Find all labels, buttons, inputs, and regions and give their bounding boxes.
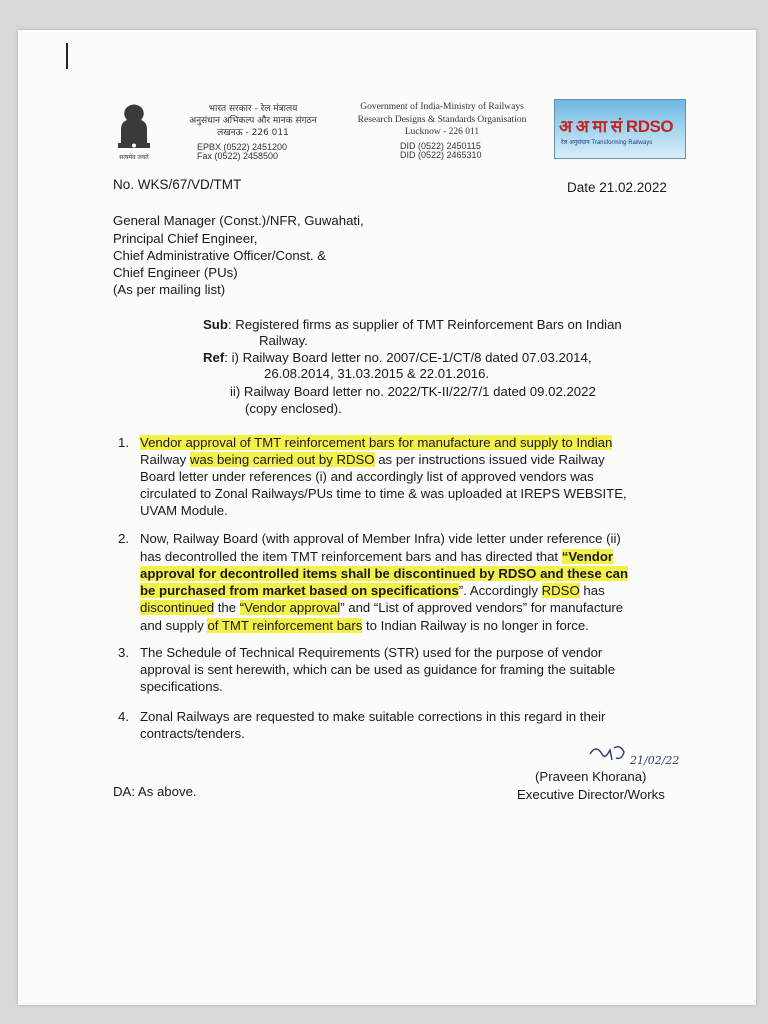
hindi-line: अनुसंधान अभिकल्प और मानक संगठन <box>189 116 317 126</box>
paragraph-line: specifications. <box>140 679 223 694</box>
text-run: to Indian Railway is no longer in force. <box>362 618 589 633</box>
text-run: ”. Accordingly <box>458 583 542 598</box>
rdso-logo <box>554 99 686 159</box>
logo-tagline: रेल अनुसंधान Transforming Railways <box>561 140 653 146</box>
text-run: the <box>214 600 240 615</box>
highlighted-text: and these can <box>536 566 629 581</box>
paragraph-line: approval is sent herewith, which can be used as guidance for framing the suitable <box>140 662 616 677</box>
paragraph-line <box>140 566 628 581</box>
phone-numbers-left <box>197 143 287 161</box>
national-emblem-icon <box>112 102 156 164</box>
highlighted-text: of TMT reinforcement bars <box>207 618 363 633</box>
svg-text:21/02/22: 21/02/22 <box>630 754 680 767</box>
paragraph-line: circulated to Zonal Railways/PUs time to time & was uploaded at IREPS WEBSITE, <box>140 486 627 501</box>
highlighted-text: be purchased from market based on specifications <box>140 583 459 598</box>
addressee-line: Principal Chief Engineer, <box>113 231 258 246</box>
english-line: Research Designs & Standards Organisation <box>357 114 527 125</box>
paragraph-number: 1. <box>118 435 129 450</box>
highlighted-text: Vendor approval of TMT reinforcement bars for manufacture and supply to Indian <box>140 435 613 450</box>
hindi-letterhead <box>168 103 338 139</box>
handwritten-signature <box>586 740 706 772</box>
paragraph-number: 3. <box>118 645 129 660</box>
paragraph-line <box>140 618 589 633</box>
subject-label: Sub <box>203 317 228 332</box>
english-line: Lucknow - 226 011 <box>404 127 480 137</box>
paragraph-line: The Schedule of Technical Requirements (STR) used for the purpose of vendor <box>140 645 603 660</box>
paragraph-number: 4. <box>118 709 129 724</box>
paragraph-line <box>140 549 613 564</box>
paragraph-line: Zonal Railways are requested to make suitable corrections in this regard in their <box>140 709 606 724</box>
highlighted-text: discontinued <box>140 600 215 615</box>
emblem-caption: सत्यमेव जयते <box>119 154 149 161</box>
paragraph-line: contracts/tenders. <box>140 726 245 741</box>
hindi-line: लखनऊ - 226 011 <box>217 128 289 138</box>
margin-mark <box>66 43 68 69</box>
highlighted-text: “Vendor <box>561 549 614 564</box>
highlighted-text: RDSO <box>541 583 580 598</box>
enclosure-note: DA: As above. <box>113 784 197 799</box>
reference-line <box>203 350 592 365</box>
reference-line: ii) Railway Board letter no. 2022/TK-II/22/7/1 dated 09.02.2022 <box>230 384 596 399</box>
highlighted-text: was being carried out by RDSO <box>189 452 375 467</box>
epbx-number: EPBX (0522) 2451200 <box>197 142 288 152</box>
paragraph-line: UVAM Module. <box>140 503 228 518</box>
highlighted-text: “Vendor approval <box>239 600 341 615</box>
addressee-line: Chief Engineer (PUs) <box>113 265 238 280</box>
fax-number: Fax (0522) 2458500 <box>197 151 279 161</box>
paragraph-number: 2. <box>118 531 129 546</box>
paragraph-line: Now, Railway Board (with approval of Member Infra) vide letter under reference (ii) <box>140 531 621 546</box>
english-line: Government of India-Ministry of Railways <box>360 102 524 112</box>
text-run: has decontrolled the item TMT reinforcement bars and has directed that <box>140 549 562 564</box>
addressee-line: General Manager (Const.)/NFR, Guwahati, <box>113 213 364 228</box>
text-run: and supply <box>140 618 208 633</box>
text-run: ” and “List of approved vendors” for manufacture <box>340 600 624 615</box>
paragraph-line <box>140 600 623 615</box>
highlighted-text: approval for decontrolled items shall be discontinued by RDSO <box>140 566 537 581</box>
subject-line: Railway. <box>259 333 308 348</box>
did-number: DID (0522) 2450115 <box>400 141 481 151</box>
hindi-line: भारत सरकार - रेल मंत्रालय <box>208 104 298 114</box>
signatory-name: (Praveen Khorana) <box>535 769 647 784</box>
subject-line <box>203 317 622 332</box>
paragraph-line: Board letter under references (i) and accordingly list of approved vendors was <box>140 469 594 484</box>
reference-line: 26.08.2014, 31.03.2015 & 22.01.2016. <box>264 366 490 381</box>
text-run: has <box>579 583 605 598</box>
paragraph-line <box>140 583 605 598</box>
letter-date: Date 21.02.2022 <box>567 180 667 195</box>
text-run: Railway <box>140 452 190 467</box>
addressee-line: Chief Administrative Officer/Const. & <box>113 248 327 263</box>
phone-numbers-right <box>400 142 482 160</box>
reference-line: (copy enclosed). <box>245 401 342 416</box>
letter-reference-number: No. WKS/67/VD/TMT <box>113 177 242 192</box>
addressee-line: (As per mailing list) <box>113 282 226 297</box>
logo-text: अ अ मा सं RDSO <box>559 117 674 136</box>
reference-label: Ref <box>203 350 225 365</box>
subject-text: : Registered firms as supplier of TMT Reinforcement Bars on Indian <box>227 317 622 332</box>
paragraph-line <box>140 435 612 450</box>
signatory-title: Executive Director/Works <box>517 787 665 802</box>
reference-text: : i) Railway Board letter no. 2007/CE-1/CT/8 dated 07.03.2014, <box>224 350 592 365</box>
text-run: as per instructions issued vide Railway <box>374 452 605 467</box>
paragraph-line <box>140 452 605 467</box>
did-number: DID (0522) 2465310 <box>400 150 482 160</box>
english-letterhead <box>342 101 542 139</box>
